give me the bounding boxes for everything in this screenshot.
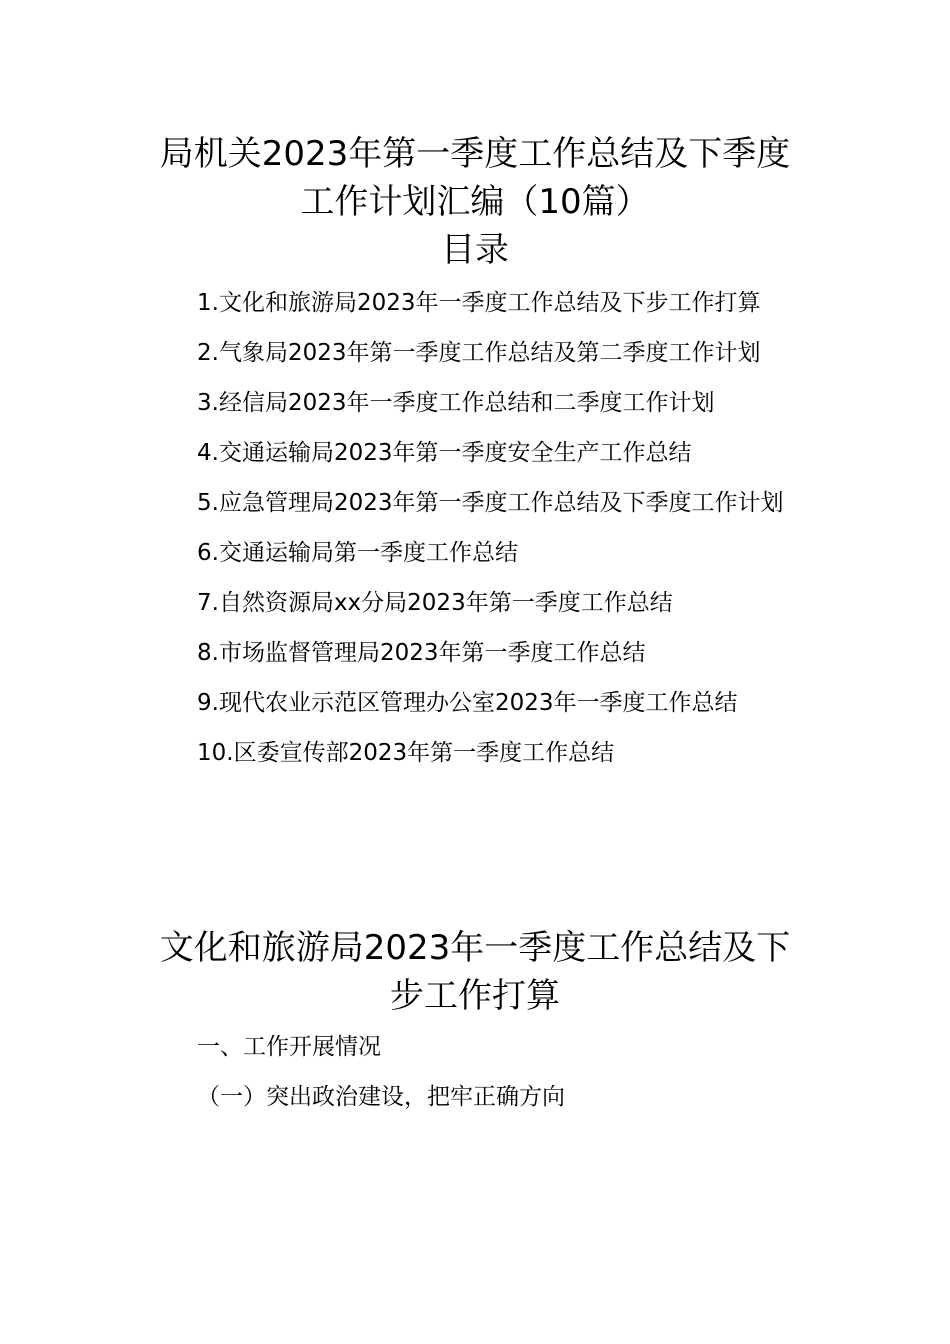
subheading-political-building: （一）突出政治建设，把牢正确方向 [197,1084,565,1110]
toc-heading: 目录 [441,230,509,270]
toc-item-2[interactable]: 2.气象局2023年第一季度工作总结及第二季度工作计划 [197,340,761,366]
document-title-line-1: 局机关2023年第一季度工作总结及下季度 [159,134,791,174]
toc-item-7[interactable]: 7.自然资源局xx分局2023年第一季度工作总结 [197,590,673,616]
toc-item-4[interactable]: 4.交通运输局2023年第一季度安全生产工作总结 [197,440,692,466]
toc-item-9[interactable]: 9.现代农业示范区管理办公室2023年一季度工作总结 [197,690,738,716]
toc-item-3[interactable]: 3.经信局2023年一季度工作总结和二季度工作计划 [197,390,715,416]
section-title-line-2: 步工作打算 [390,976,560,1016]
table-of-contents [145,278,810,778]
document-title-line-2: 工作计划汇编（10篇） [300,182,650,222]
toc-item-5[interactable]: 5.应急管理局2023年第一季度工作总结及下季度工作计划 [197,490,784,516]
toc-item-8[interactable]: 8.市场监督管理局2023年第一季度工作总结 [197,640,646,666]
toc-item-10[interactable]: 10.区委宣传部2023年第一季度工作总结 [197,740,615,766]
toc-item-1[interactable]: 1.文化和旅游局2023年一季度工作总结及下步工作打算 [197,290,761,316]
section-title-line-1: 文化和旅游局2023年一季度工作总结及下 [159,928,791,968]
toc-item-6[interactable]: 6.交通运输局第一季度工作总结 [197,540,518,566]
heading-work-progress: 一、工作开展情况 [197,1034,381,1060]
